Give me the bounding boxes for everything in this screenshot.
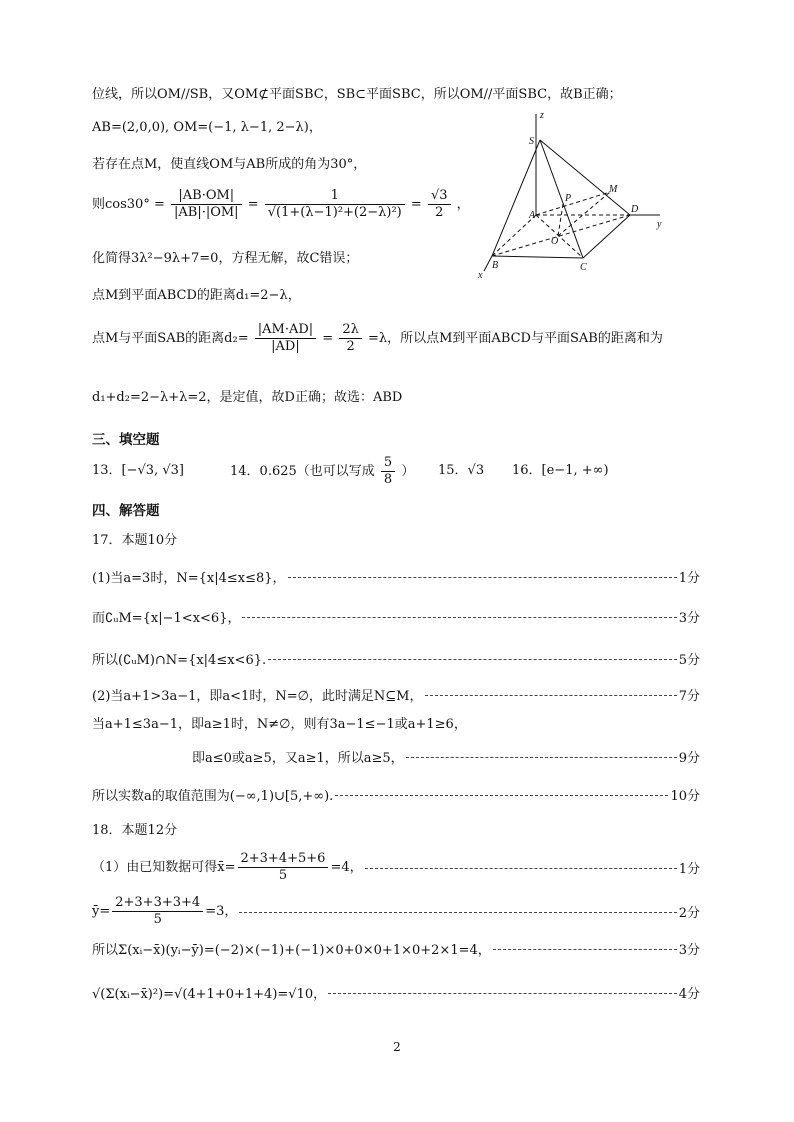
q17-row-1 xyxy=(92,566,700,586)
label-P: P xyxy=(565,193,572,204)
dotted-leader xyxy=(335,795,668,796)
xbar-fraction xyxy=(238,851,329,884)
score-label: 7分 xyxy=(678,688,700,704)
ybar-fraction xyxy=(112,895,203,928)
q18-row-1-text xyxy=(92,851,363,884)
answer-14-fraction xyxy=(381,455,395,488)
answer-14-denominator: 8 xyxy=(383,472,393,487)
label-C: C xyxy=(580,262,587,273)
section-4-title: 四、解答题 xyxy=(92,503,160,519)
dotted-leader xyxy=(425,695,677,696)
distance-fraction-1 xyxy=(255,322,316,355)
cos-denominator-1: |AB|·|OM| xyxy=(174,205,239,220)
diag-BD xyxy=(492,215,630,256)
q18-row-2-prefix: ȳ= xyxy=(92,903,111,919)
edge-SB xyxy=(492,140,540,256)
equals-sign: = xyxy=(322,331,334,346)
q17-row-3-text: 所以(∁ᵤM)∩N={x|4≤x<6}. xyxy=(92,652,267,668)
q17-row-6-text: 即a≤0或a≥5，又a≥1，所以a≥5， xyxy=(192,750,404,766)
page-number: 2 xyxy=(393,1040,401,1054)
cos-numerator-1: |AB·OM| xyxy=(171,188,242,205)
q18-row-1 xyxy=(92,850,700,884)
q18-row-2-text xyxy=(92,895,237,928)
cos-fraction-3 xyxy=(428,188,451,221)
dotted-leader xyxy=(493,949,677,950)
dotted-leader xyxy=(239,912,676,913)
text-line-vectors: AB=(2,0,0), OM=(−1, λ−1, 2−λ)， xyxy=(92,120,322,135)
xbar-denominator: 5 xyxy=(278,867,288,883)
q17-row-4 xyxy=(92,684,700,704)
dotted-leader xyxy=(288,577,677,578)
distance-fraction-2 xyxy=(339,322,362,355)
answer-16: 16．[e−1, +∞) xyxy=(512,463,609,478)
q18-row-4-text: √(Σ(xᵢ−x̄)²)=√(4+1+0+1+4)=√10， xyxy=(92,986,327,1002)
label-z: z xyxy=(540,110,544,121)
dotted-leader xyxy=(406,757,677,758)
score-label: 10分 xyxy=(670,788,700,804)
edge-CD xyxy=(583,215,630,258)
q17-row-1-text: (1)当a=3时，N={x|4≤x≤8}， xyxy=(92,570,286,586)
answer-13: 13．[−√3, √3] xyxy=(92,463,184,478)
segment-AM xyxy=(536,192,610,215)
label-S: S xyxy=(529,136,534,147)
q17-row-2 xyxy=(92,606,700,626)
score-label: 1分 xyxy=(678,570,700,586)
score-label: 1分 xyxy=(678,861,700,877)
q18-row-3 xyxy=(92,938,700,958)
q18-row-2-suffix: =3， xyxy=(205,903,238,919)
distance-denominator-1: |AD| xyxy=(271,339,300,354)
answer-14-numerator: 5 xyxy=(381,455,395,472)
q17-row-6 xyxy=(192,746,700,766)
edge-BC xyxy=(492,256,583,258)
ybar-denominator: 5 xyxy=(153,911,162,927)
segment-PO xyxy=(558,204,563,236)
label-D: D xyxy=(631,204,639,215)
q17-row-7-text: 所以实数a的取值范围为(−∞,1)∪[5,+∞). xyxy=(92,788,334,804)
label-x: x xyxy=(478,270,483,281)
cos-denominator-3: 2 xyxy=(435,205,444,220)
cos-fraction-2 xyxy=(265,188,405,221)
cos-denominator-2: √(1+(λ−1)²+(2−λ)²) xyxy=(267,205,402,220)
q18-row-3-text: 所以Σ(xᵢ−x̄)(yᵢ−ȳ)=(−2)×(−1)+(−1)×0+0×0+1×0+2×1=4， xyxy=(92,942,491,958)
label-A: A xyxy=(529,210,536,221)
xbar-numerator: 2+3+4+5+6 xyxy=(238,851,329,868)
q18-row-1-suffix: =4， xyxy=(330,859,363,875)
question-18-header: 18．本题12分 xyxy=(92,823,178,838)
question-17-header: 17．本题10分 xyxy=(92,533,178,548)
distance-equation xyxy=(92,322,663,355)
distance-numerator-1: |AM·AD| xyxy=(255,322,316,339)
answer-14-text: 14．0.625（也可以写成 xyxy=(230,464,375,479)
pyramid-figure xyxy=(470,108,680,283)
score-label: 3分 xyxy=(678,942,700,958)
q18-row-4 xyxy=(92,982,700,1002)
distance-tail: =λ，所以点M到平面ABCD与平面SAB的距离和为 xyxy=(367,331,663,346)
label-B: B xyxy=(492,260,499,271)
q17-row-3 xyxy=(92,648,700,668)
dotted-leader xyxy=(328,993,677,994)
section-3-title: 三、填空题 xyxy=(92,432,160,448)
text-line-1: 位线，所以OM//SB，又OM⊄平面SBC，SB⊂平面SBC，所以OM//平面SBC，故B正确； xyxy=(92,87,622,102)
distance-denominator-2: 2 xyxy=(346,339,355,354)
text-line-8: d₁+d₂=2−λ+λ=2，是定值，故D正确；故选：ABD xyxy=(92,390,403,405)
text-line-3: 若存在点M，使直线OM与AB所成的角为30°， xyxy=(92,157,367,172)
label-y: y xyxy=(657,219,662,230)
score-label: 9分 xyxy=(678,750,700,766)
q17-row-4-text: (2)当a+1>3a−1，即a<1时，N=∅，此时满足N⊆M， xyxy=(92,688,423,704)
cos-equation xyxy=(92,188,470,221)
answer-15: 15．√3 xyxy=(438,463,485,478)
q17-row-7 xyxy=(92,784,700,804)
q17-row-2-text: 而∁ᵤM={x|−1<x<6}， xyxy=(92,610,241,626)
equals-sign: = xyxy=(247,197,259,212)
answer-14-close: ） xyxy=(401,464,415,479)
score-label: 4分 xyxy=(678,986,700,1002)
q18-row-1-prefix: （1）由已知数据可得x̄= xyxy=(92,859,236,875)
q17-row-5: 当a+1≤3a−1，即a≥1时，N≠∅，则有3a−1≤−1或a+1≥6， xyxy=(92,717,467,732)
text-line-5: 化简得3λ²−9λ+7=0，方程无解，故C错误； xyxy=(92,251,359,266)
x-axis xyxy=(484,256,492,271)
cos-numerator-2: 1 xyxy=(265,188,405,205)
cos-prefix: 则cos30° = xyxy=(92,197,165,212)
cos-fraction-1 xyxy=(171,188,242,221)
cos-numerator-3: √3 xyxy=(428,188,451,205)
score-label: 5分 xyxy=(678,652,700,668)
equals-sign: = xyxy=(410,197,422,212)
score-label: 3分 xyxy=(678,610,700,626)
text-line-6: 点M到平面ABCD的距离d₁=2−λ， xyxy=(92,288,301,303)
ybar-numerator: 2+3+3+3+4 xyxy=(112,895,203,912)
comma: ， xyxy=(456,197,470,212)
label-O: O xyxy=(551,236,559,247)
distance-prefix: 点M与平面SAB的距离d₂= xyxy=(92,331,249,346)
score-label: 2分 xyxy=(678,905,700,921)
distance-numerator-2: 2λ xyxy=(339,322,362,339)
dotted-leader xyxy=(365,868,677,869)
q18-row-2 xyxy=(92,894,700,928)
answer-14 xyxy=(230,455,414,488)
dotted-leader xyxy=(268,659,677,660)
label-M: M xyxy=(609,184,618,195)
dotted-leader xyxy=(242,617,676,618)
